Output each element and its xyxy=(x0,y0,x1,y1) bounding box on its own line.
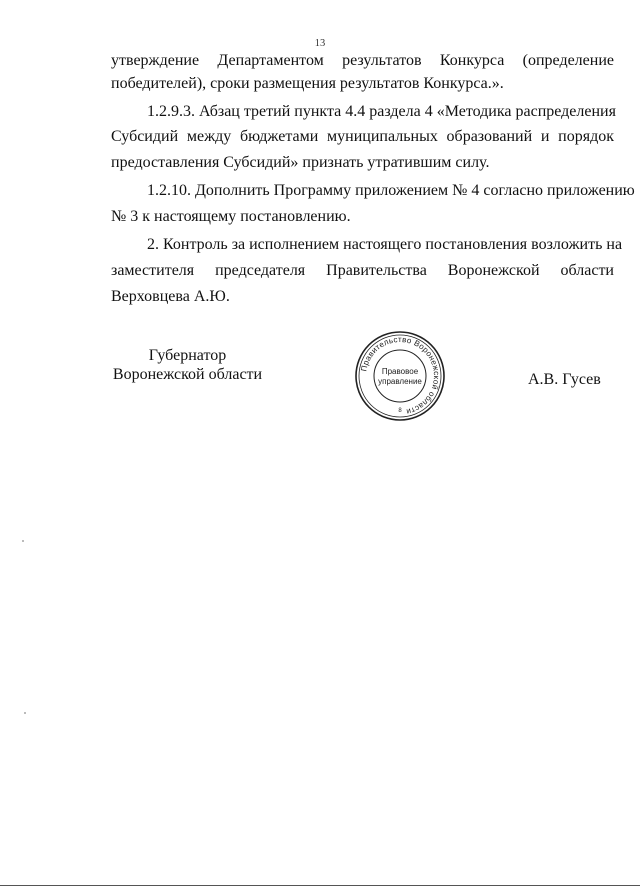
stamp-center-text: управление xyxy=(378,377,422,386)
paragraph-line: № 3 к настоящему постановлению. xyxy=(111,208,351,225)
paragraph-line: 1.2.9.3. Абзац третий пункта 4.4 раздела 4 «Методика распределения xyxy=(147,103,616,120)
page-number: 13 xyxy=(314,38,326,49)
scan-artifact xyxy=(22,540,24,542)
scan-artifact xyxy=(24,712,26,714)
signer-position-line: Воронежской области xyxy=(112,366,263,383)
signer-position-line: Губернатор xyxy=(148,347,227,364)
paragraph-line: 2. Контроль за исполнением настоящего постановления возложить на xyxy=(147,236,623,253)
paragraph-line: утверждение Департаментом результатов Конкурса (определение xyxy=(111,52,614,69)
paragraph-line: заместителя председателя Правительства Воронежской области xyxy=(111,262,614,279)
stamp-number: 8 xyxy=(398,408,402,414)
official-stamp xyxy=(354,330,446,422)
paragraph-line: предоставления Субсидий» признать утратившим силу. xyxy=(111,154,490,171)
paragraph-line: победителей), сроки размещения результатов Конкурса.». xyxy=(111,75,504,92)
stamp-ring-text: Правительство Воронежской области xyxy=(359,334,442,417)
paragraph-line: 1.2.10. Дополнить Программу приложением № 4 согласно приложению xyxy=(147,182,635,199)
stamp-center-text: Правовое xyxy=(381,367,419,376)
scan-edge-line xyxy=(0,885,640,886)
signer-name: А.В. Гусев xyxy=(528,371,601,388)
paragraph-line: Субсидий между бюджетами муниципальных образований и порядок xyxy=(111,128,614,145)
paragraph-line: Верховцева А.Ю. xyxy=(111,288,230,305)
signer-position xyxy=(110,346,265,384)
